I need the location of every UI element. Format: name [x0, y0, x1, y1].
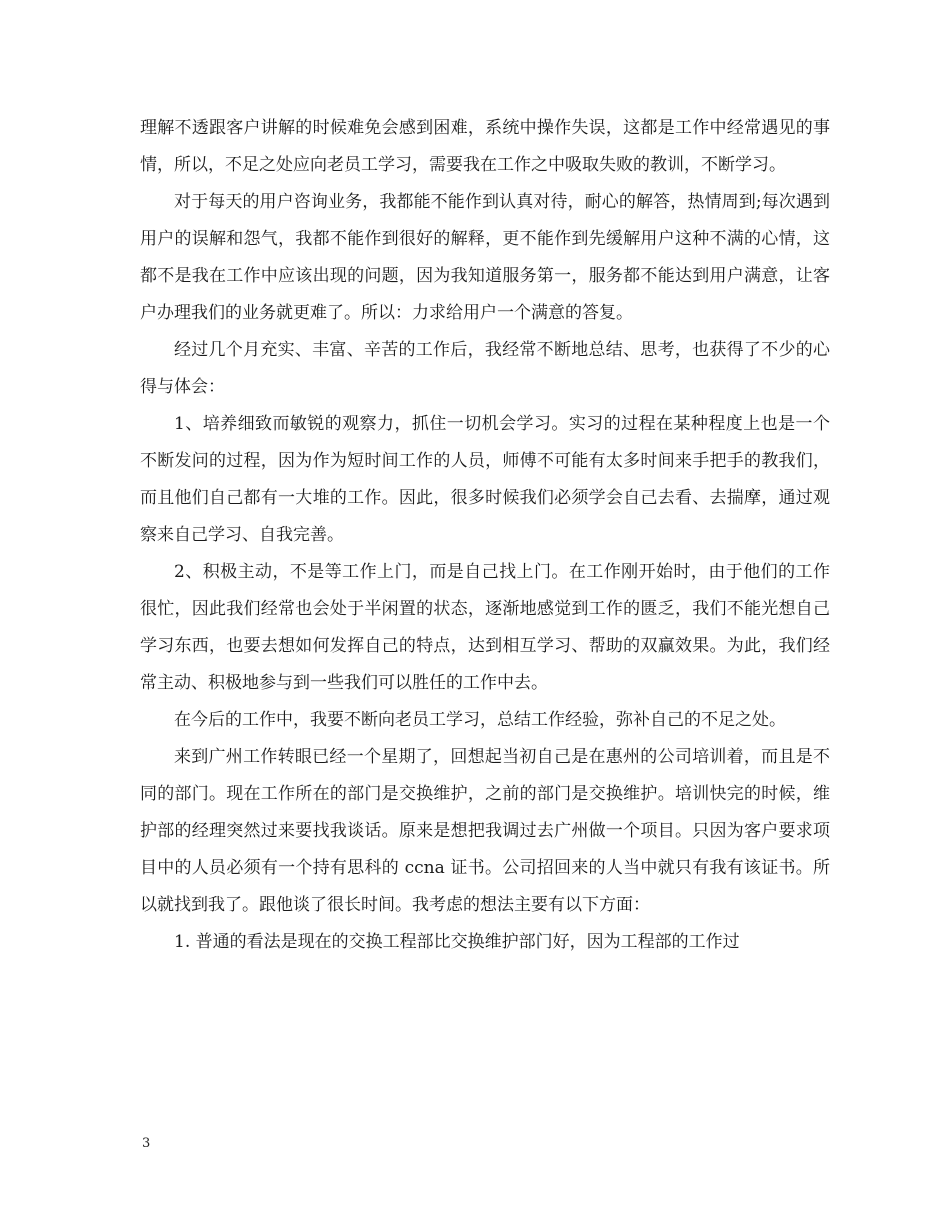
- paragraph: 经过几个月充实、丰富、辛苦的工作后，我经常不断地总结、思考，也获得了不少的心得与体会：: [140, 340, 830, 397]
- paragraph: 1、培养细致而敏锐的观察力，抓住一切机会学习。实习的过程在某种程度上也是一个不断发问的过程，因为作为短时间工作的人员，师傅不可能有太多时间来手把手的教我们，而且他们自己都有一大堆的工作。因此，很多时候我们必须学会自己去看、去揣摩，通过观察来自己学习、自我完善。: [140, 414, 830, 545]
- document-body: [140, 110, 830, 961]
- paragraph: 来到广州工作转眼已经一个星期了，回想起当初自己是在惠州的公司培训着，而且是不同的部门。现在工作所在的部门是交换维护，之前的部门是交换维护。培训快完的时候，维护部的经理突然过来要找我谈话。原来是想把我调过去广州做一个项目。只因为客户要求项目中的人员必须有一个持有思科的 ccna 证书。公司招回来的人当中就只有我有该证书。所以就找到我了。跟他谈了很长时间。我考虑的想法主要有以下方面：: [140, 747, 830, 915]
- paragraph: 2、积极主动，不是等工作上门，而是自己找上门。在工作刚开始时，由于他们的工作很忙，因此我们经常也会处于半闲置的状态，逐渐地感觉到工作的匮乏，我们不能光想自己学习东西，也要去想如何发挥自己的特点，达到相互学习、帮助的双赢效果。为此，我们经常主动、积极地参与到一些我们可以胜任的工作中去。: [140, 562, 830, 693]
- paragraph: 理解不透跟客户讲解的时候难免会感到困难，系统中操作失误，这都是工作中经常遇见的事情，所以，不足之处应向老员工学习，需要我在工作之中吸取失败的教训，不断学习。: [140, 118, 830, 175]
- paragraph: 对于每天的用户咨询业务，我都能不能作到认真对待，耐心的解答，热情周到;每次遇到用户的误解和怨气，我都不能作到很好的解释，更不能作到先缓解用户这种不满的心情，这都不是我在工作中应该出现的问题，因为我知道服务第一，服务都不能达到用户满意，让客户办理我们的业务就更难了。所以：力求给用户一个满意的答复。: [140, 192, 830, 323]
- paragraph: 在今后的工作中，我要不断向老员工学习，总结工作经验，弥补自己的不足之处。: [174, 710, 786, 730]
- page-number: 3: [142, 1136, 151, 1151]
- paragraph: 1. 普通的看法是现在的交换工程部比交换维护部门好，因为工程部的工作过: [174, 932, 740, 952]
